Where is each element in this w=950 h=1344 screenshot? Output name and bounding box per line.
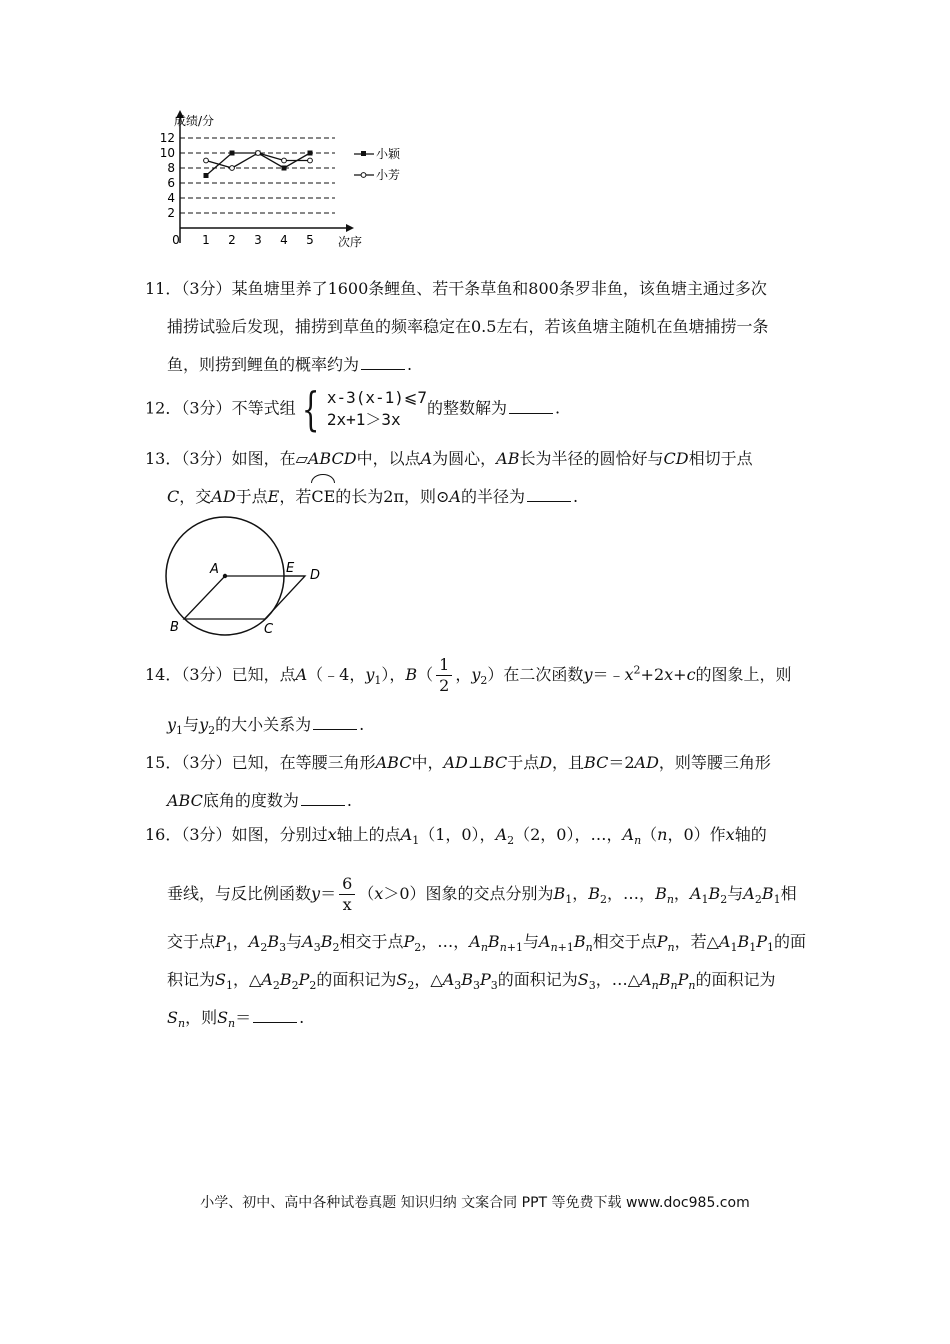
- score-line-chart: [150, 108, 410, 258]
- q12-number: 12．: [145, 398, 182, 418]
- q11-line2: 捕捞试验后发现，捕捞到草鱼的频率稳定在0.5左右，若该鱼塘主随机在鱼塘捕捞一条: [167, 317, 769, 336]
- chart-grid: [180, 138, 335, 213]
- data-point: [256, 151, 261, 156]
- x-tick-label: 5: [306, 233, 314, 247]
- x-axis-arrow: [346, 224, 354, 232]
- data-point: [282, 158, 287, 163]
- y-tick-label: 4: [167, 191, 175, 205]
- y-tick-label: 12: [159, 131, 175, 145]
- legend-marker-xiaofang: [361, 173, 366, 178]
- legend-label-xiaoying: 小颖: [376, 147, 401, 161]
- q12-score: （3分）: [181, 398, 232, 418]
- x-tick-label: 3: [254, 233, 262, 247]
- series-line-0: [206, 153, 310, 176]
- inequality-1: x-3(x-1)⩽7: [326, 388, 427, 407]
- center-point-a: [223, 574, 227, 578]
- circle-parallelogram-figure: [160, 515, 340, 645]
- answer-blank: [253, 1008, 297, 1023]
- x-tick-label: 4: [280, 233, 288, 247]
- question-14: 14．（3分）已知，点A（﹣4，$y_1$），B（ $\frac{1}{2}$ ，$y_2$）在二次函数$y=﹣x^2+2x+c$的图象上，则 $y_1$与$y_2$的大小关系为 .: [145, 655, 792, 738]
- page-footer: 小学、初中、高中各种试卷真题 知识归纳 文案合同 PPT 等免费下载 www.doc985.com: [200, 1195, 750, 1211]
- chart-ticks: [160, 131, 314, 247]
- answer-blank: [301, 791, 345, 806]
- label-a: A: [210, 562, 219, 577]
- chart-series: [204, 151, 313, 179]
- answer-blank: [361, 355, 405, 370]
- x-tick-label: 2: [228, 233, 236, 247]
- y-tick-label: 2: [167, 206, 175, 220]
- parallelogram-abcd: [184, 576, 305, 619]
- answer-blank: [527, 487, 571, 502]
- label-b: B: [170, 620, 179, 635]
- question-13: 13．（3分）如图，在▱ABCD中，以点A为圆心，AB长为半径的圆恰好与CD相切于点 C，交AD于点E，若CE的长为2π，则⊙A的半径为 .: [145, 440, 807, 516]
- question-12: 12．（3分）不等式组 { x-3(x-1)⩽7 2x+1＞3x 的整数解为 .: [145, 382, 561, 436]
- fraction-one-half: $\frac{1}{2}$: [436, 655, 452, 696]
- y-tick-label: 8: [167, 161, 175, 175]
- q11-score: （3分）: [181, 279, 232, 298]
- x-tick-label: 1: [202, 233, 210, 247]
- q12-pre: 不等式组: [231, 398, 296, 418]
- fraction-six-over-x: $\frac{6}{x}$: [339, 874, 355, 915]
- x-tick-label: 0: [172, 233, 180, 247]
- question-11: 11．（3分）某鱼塘里养了1600条鲤鱼、若干条草鱼和800条罗非鱼，该鱼塘主通过多次 捕捞试验后发现，捕捞到草鱼的频率稳定在0.5左右，若该鱼塘主随机在鱼塘捕捞一条 鱼，则捞到鲤鱼的概率约为 .: [145, 279, 769, 374]
- arc-ce: CE: [311, 478, 335, 516]
- answer-blank: [509, 399, 553, 414]
- legend-marker-xiaoying: [361, 151, 366, 156]
- y-axis-title: 成绩/分: [174, 114, 215, 128]
- label-c: C: [264, 622, 274, 637]
- inequality-2: 2x+1＞3x: [326, 410, 401, 429]
- label-d: D: [310, 568, 321, 583]
- q11-line3: 鱼，则捞到鲤鱼的概率约为: [167, 355, 360, 374]
- data-point: [230, 151, 235, 156]
- y-tick-label: 10: [159, 146, 175, 160]
- y-tick-label: 6: [167, 176, 175, 190]
- q11-line1: 某鱼塘里养了1600条鲤鱼、若干条草鱼和800条罗非鱼，该鱼塘主通过多次: [231, 279, 767, 298]
- inequality-system: { x-3(x-1)⩽7 2x+1＞3x: [301, 382, 427, 436]
- x-axis-title: 次序: [338, 235, 363, 249]
- data-point: [204, 173, 209, 178]
- q11-number: 11．: [145, 279, 182, 298]
- data-point: [308, 158, 313, 163]
- answer-blank: [313, 715, 357, 730]
- data-point: [204, 158, 209, 163]
- legend-label-xiaofang: 小芳: [376, 168, 401, 182]
- label-e: E: [286, 561, 295, 576]
- question-16: 16．（3分）如图，分别过x轴上的点$A_1(1$，0），$A_2(2$，0），…，$A_n(n$，0）作x轴的 垂线，与反比例函数y＝ $\frac{6}{x}$ （x＞0）图象的交点分别为$B_1$，$B_2$，…，$B_n$，$A_1B_2$与$A_2B_1$相 交于点$P_1$，$A_2B_3$与$A_3B_2$相交于点$P_2$，…，$A_nB_{n+1}$与$A_{n+1}B_n$相交于点$P_n$，若$\triangle A_1B_1P_1$的面 积记为$S_1$，$\triangle A_2B_2P_2$的面积记为$S_2$，$\triangle A_3B_3P_3$的面积记为$S_3$，$\dots\triangle A_nB_nP_n$的面积记为 $S_n$，则$S_n=$ .: [145, 825, 807, 1031]
- question-15: 15．（3分）已知，在等腰三角形ABC中，AD⊥BC于点D，且BC＝2AD，则等腰三角形 ABC底角的度数为 .: [145, 753, 771, 810]
- q12-post: 的整数解为: [426, 398, 507, 418]
- data-point: [282, 166, 287, 171]
- data-point: [230, 166, 235, 171]
- legend: [354, 146, 401, 182]
- data-point: [308, 151, 313, 156]
